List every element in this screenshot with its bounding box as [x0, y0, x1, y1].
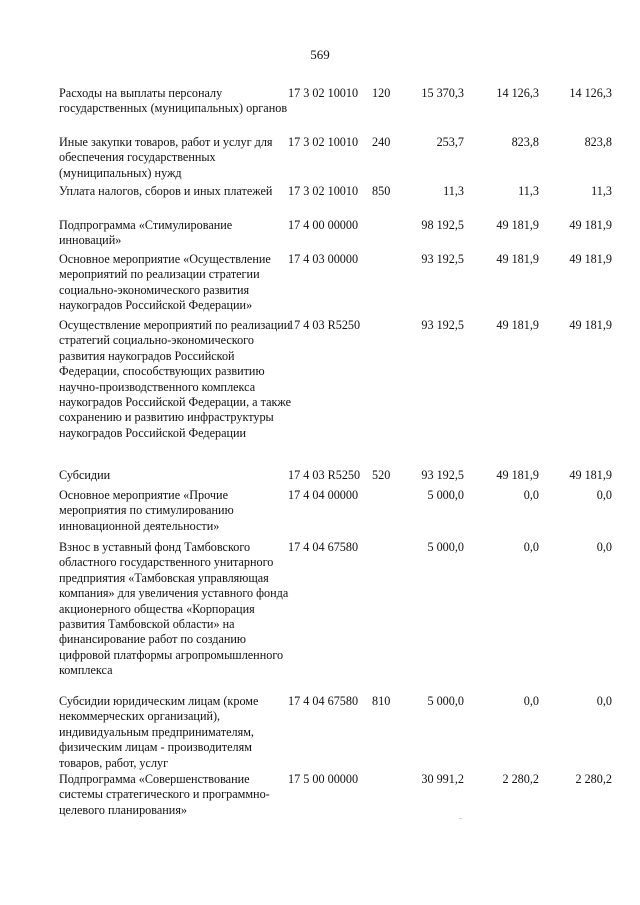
row-value-2: 823,8	[511, 135, 539, 149]
row-value-1: 5 000,0	[427, 540, 464, 554]
row-value-2: 49 181,9	[496, 468, 539, 482]
row-value-1: 93 192,5	[421, 318, 464, 332]
row-value-2: 11,3	[518, 184, 539, 198]
row-value-1: 5 000,0	[427, 488, 464, 502]
page-number: 569	[310, 47, 330, 62]
row-value-1: 93 192,5	[421, 252, 464, 266]
row-name: Уплата налогов, сборов и иных платежей	[59, 184, 273, 198]
table-row	[0, 694, 640, 772]
row-csr-code: 17 4 03 R5250	[288, 318, 361, 332]
row-value-3: 0,0	[596, 488, 612, 502]
table-row	[0, 135, 640, 184]
row-csr-code: 17 3 02 10010	[288, 184, 359, 198]
row-value-3: 0,0	[596, 694, 612, 708]
row-csr-code: 17 4 03 R5250	[288, 468, 361, 482]
row-csr-code: 17 4 04 67580	[288, 540, 359, 554]
row-value-1: 98 192,5	[421, 218, 464, 232]
budget-table	[0, 86, 640, 822]
row-name: Субсидии	[59, 468, 111, 482]
row-value-1: 15 370,3	[421, 86, 464, 100]
row-vr-code: 520	[372, 468, 391, 482]
row-value-1: 11,3	[443, 184, 464, 198]
row-csr-code: 17 4 03 00000	[288, 252, 359, 266]
row-value-3: 14 126,3	[569, 86, 612, 100]
row-value-3: 11,3	[591, 184, 612, 198]
table-row	[0, 772, 640, 822]
row-value-2: 2 280,2	[502, 772, 539, 786]
row-value-3: 823,8	[584, 135, 612, 149]
row-csr-code: 17 3 02 10010	[288, 135, 359, 149]
row-value-1: 30 991,2	[421, 772, 464, 786]
row-name: Основное мероприятие «Осуществление мероприятий по реализации стратегии социально-экономического развития наукоградов Российской Федерации»	[59, 252, 271, 313]
table-row	[0, 318, 640, 468]
table-row	[0, 468, 640, 488]
row-value-3: 2 280,2	[575, 772, 612, 786]
scan-speck	[459, 818, 462, 819]
row-csr-code: 17 4 04 67580	[288, 694, 359, 708]
table-row	[0, 252, 640, 318]
row-name: Субсидии юридическим лицам (кроме некоммерческих организаций), индивидуальным предпринимателям, физическим лицам - производителям товаров, работ, услуг	[59, 694, 259, 770]
row-value-2: 0,0	[523, 488, 539, 502]
row-csr-code: 17 4 00 00000	[288, 218, 359, 232]
row-vr-code: 240	[372, 135, 391, 149]
table-row	[0, 86, 640, 135]
row-value-2: 49 181,9	[496, 252, 539, 266]
row-name: Расходы на выплаты персоналу государственных (муниципальных) органов	[59, 86, 288, 116]
row-csr-code: 17 3 02 10010	[288, 86, 359, 100]
row-value-3: 49 181,9	[569, 468, 612, 482]
row-value-2: 0,0	[523, 540, 539, 554]
row-value-3: 0,0	[596, 540, 612, 554]
row-value-2: 0,0	[523, 694, 539, 708]
row-value-1: 93 192,5	[421, 468, 464, 482]
row-name: Основное мероприятие «Прочие мероприятия по стимулированию инновационной деятельности»	[59, 488, 234, 533]
row-vr-code: 120	[372, 86, 391, 100]
table-row	[0, 488, 640, 540]
row-name: Подпрограмма «Стимулирование инноваций»	[59, 218, 233, 248]
row-value-3: 49 181,9	[569, 318, 612, 332]
row-value-2: 14 126,3	[496, 86, 539, 100]
row-csr-code: 17 4 04 00000	[288, 488, 359, 502]
row-value-2: 49 181,9	[496, 318, 539, 332]
row-value-1: 253,7	[436, 135, 464, 149]
row-csr-code: 17 5 00 00000	[288, 772, 359, 786]
row-value-3: 49 181,9	[569, 218, 612, 232]
row-value-3: 49 181,9	[569, 252, 612, 266]
table-row	[0, 184, 640, 218]
row-name: Подпрограмма «Совершенствование системы стратегического и программно-целевого планирования»	[59, 772, 270, 817]
row-value-2: 49 181,9	[496, 218, 539, 232]
row-vr-code: 850	[372, 184, 391, 198]
row-name: Взнос в уставный фонд Тамбовского областного государственного унитарного предприятия «Тамбовская управляющая компания» для увеличения уставного фонда акционерного общества «Корпорация развития Тамбовской области» на финансирование работ по созданию цифровой платформы агропромышленного комплекса	[59, 540, 289, 678]
row-vr-code: 810	[372, 694, 391, 708]
row-name: Осуществление мероприятий по реализации стратегий социально-экономического развития наукоградов Российской Федерации, способствующих развитию научно-производственного комплекса наукоградов Российской Федерации, а также сохранению и развитию инфраструктуры наукоградов Российской Федерации	[59, 318, 292, 440]
row-value-1: 5 000,0	[427, 694, 464, 708]
row-name: Иные закупки товаров, работ и услуг для обеспечения государственных (муниципальных) нужд	[59, 135, 273, 180]
table-row	[0, 540, 640, 694]
table-row	[0, 218, 640, 252]
